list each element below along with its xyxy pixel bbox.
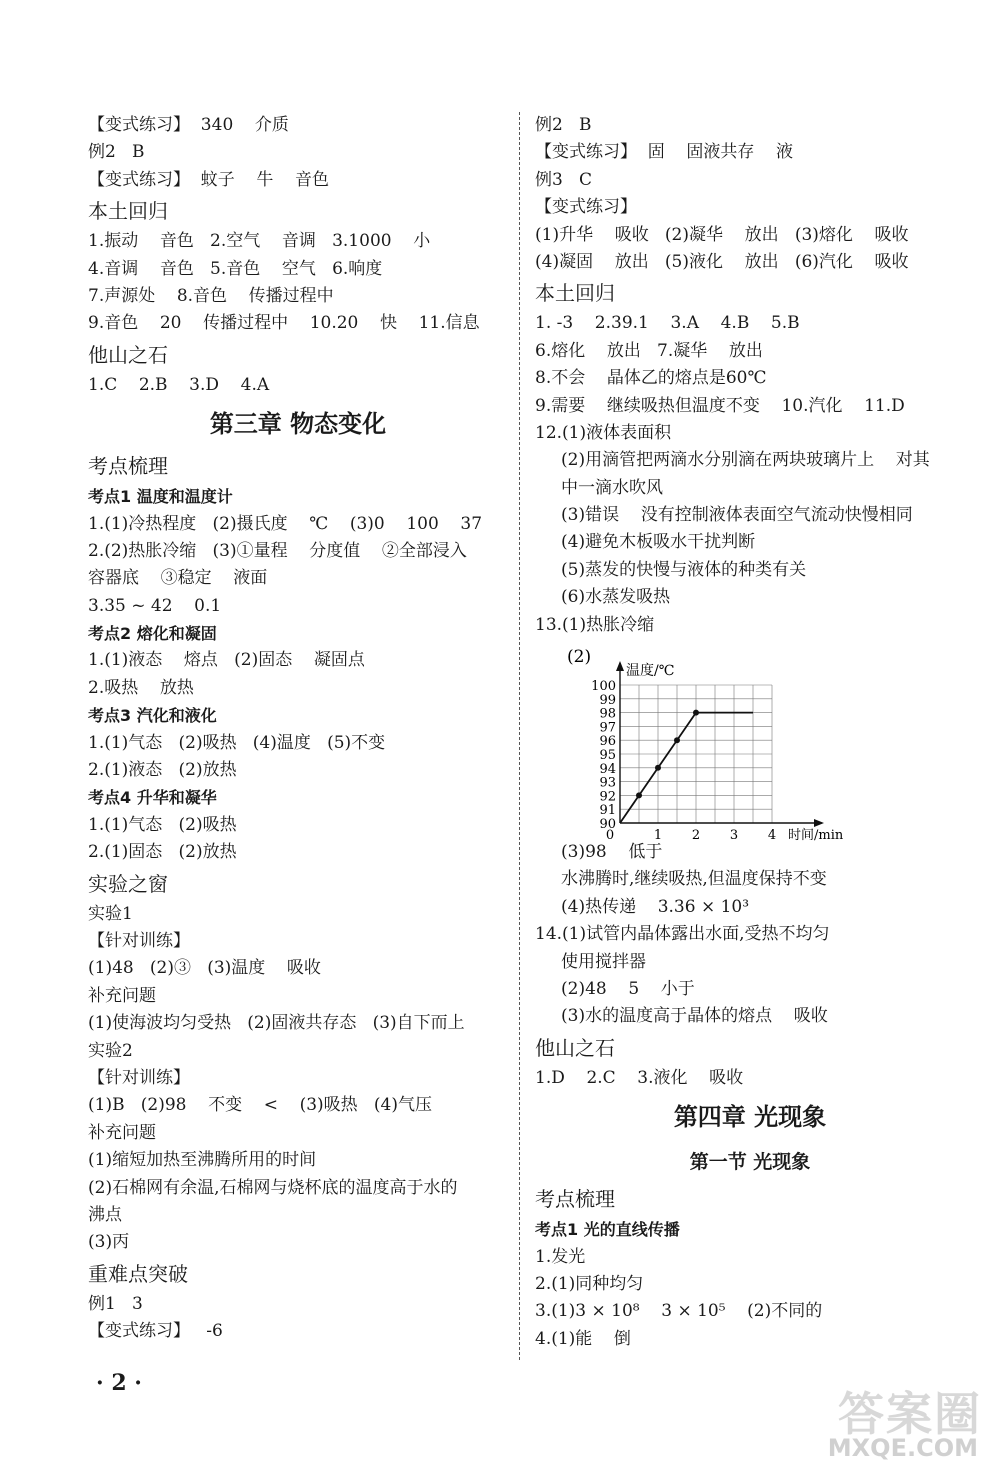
x-tick-label: 0 [605,828,615,843]
y-tick-label: 91 [599,803,616,819]
chapter-title: 第四章 光现象 [673,1102,827,1132]
answer-line: (2)48 5 小于 [561,978,695,999]
answer-line: 1.发光 [535,1246,586,1267]
y-axis-arrow [616,661,624,671]
x-tick-label: 2 [691,828,701,843]
answer-line: 【变式练习】 [535,197,637,218]
answer-line: 例1 3 [88,1293,143,1314]
section-heading: 考点梳理 [88,454,168,479]
answer-line: 实验1 [88,903,133,924]
answer-line: (3)错误 没有控制液体表面空气流动快慢相同 [561,505,913,526]
column-divider [519,112,520,1360]
x-tick-label: 3 [729,828,739,843]
data-point [693,710,699,716]
answer-line: 实验2 [88,1040,133,1061]
answer-line: (6)水蒸发吸热 [561,587,671,608]
topic-heading: 考点2 熔化和凝固 [88,624,217,644]
answer-line: 【变式练习】 340 介质 [88,115,289,135]
data-point [655,765,661,771]
section-heading: 实验之窗 [88,871,168,896]
data-point [674,737,680,743]
y-axis-label: 温度/℃ [626,663,675,679]
answer-line: 2.(2)热胀冷缩 (3)①量程 分度值 ②全部浸入 [88,540,467,561]
answer-line: (3)98 低于 [561,842,663,863]
answer-line: 沸点 [88,1204,122,1225]
y-tick-label: 96 [599,734,616,750]
answer-line: 1.D 2.C 3.液化 吸收 [535,1067,744,1088]
answer-line: (4)热传递 3.36 × 10³ [561,896,750,917]
y-tick-label: 97 [599,720,616,736]
answer-line: (5)蒸发的快慢与液体的种类有关 [561,559,807,580]
answer-line: (1)升华 吸收 (2)凝华 放出 (3)熔化 吸收 [535,224,909,245]
answer-line: 【变式练习】 -6 [88,1321,223,1342]
answer-line: 1.(1)气态 (2)吸热 [88,814,237,835]
temperature-time-chart [565,648,865,848]
answer-line: 容器底 ③稳定 液面 [88,568,268,589]
section-heading: 他山之石 [88,342,168,367]
answer-line: 7.声源处 8.音色 传播过程中 [88,285,334,306]
answer-line: 1.(1)液态 熔点 (2)固态 凝固点 [88,650,365,671]
answer-line: (4)避免木板吸水干扰判断 [561,532,756,553]
answer-line: 14.(1)试管内晶体露出水面,受热不均匀 [535,924,830,945]
y-tick-label: 93 [599,775,616,791]
topic-heading: 考点3 汽化和液化 [88,706,217,726]
answer-line: 4.(1)能 倒 [535,1328,631,1349]
answer-line: 【变式练习】 蚊子 牛 音色 [88,169,330,190]
section-title: 第一节 光现象 [689,1151,811,1174]
answer-line: 1.(1)气态 (2)吸热 (4)温度 (5)不变 [88,732,386,753]
watermark-logo: 答案圈 [838,1387,982,1441]
answer-line: (1)B (2)98 不变 < (3)吸热 (4)气压 [88,1095,432,1116]
answer-line: 3.(1)3 × 10⁸ 3 × 10⁵ (2)不同的 [535,1301,823,1322]
right-column-bottom [535,839,965,1353]
chapter-title: 第三章 物态变化 [209,409,387,439]
answer-line: 9.需要 继续吸热但温度不变 10.汽化 11.D [535,395,905,416]
x-tick-label: 4 [767,828,777,843]
answer-line: 2.(1)液态 (2)放热 [88,760,237,781]
answer-line: 1.(1)冷热程度 (2)摄氏度 ℃ (3)0 100 37 [88,513,483,534]
y-tick-label: 92 [599,789,616,805]
answer-line: 1. -3 2.39.1 3.A 4.B 5.B [535,313,800,334]
answer-line: 9.音色 20 传播过程中 10.20 快 11.信息 [88,313,480,334]
y-tick-label: 95 [599,748,616,763]
answer-line: 补充问题 [88,985,156,1006]
answer-line: 13.(1)热胀冷缩 [535,614,655,635]
answer-line: (4)凝固 放出 (5)液化 放出 (6)汽化 吸收 [535,251,909,272]
section-heading: 考点梳理 [535,1187,615,1212]
answer-line: 例2 B [88,142,145,163]
topic-heading: 考点1 光的直线传播 [535,1220,680,1240]
x-axis-arrow [814,819,824,827]
answer-line: (3)丙 [88,1232,130,1253]
answer-line: 12.(1)液体表面积 [535,422,672,443]
section-heading: 重难点突破 [88,1261,188,1286]
answer-line: (3)水的温度高于晶体的熔点 吸收 [561,1006,828,1027]
answer-line: 【针对训练】 [88,930,190,951]
section-heading: 他山之石 [535,1035,615,1060]
x-axis-label: 时间/min [788,828,844,843]
x-tick-label: 1 [653,828,663,843]
data-point [636,792,642,798]
topic-heading: 考点4 升华和凝华 [88,788,217,808]
y-tick-label: 90 [599,817,616,832]
answer-line: 2.(1)同种均匀 [535,1273,644,1294]
section-heading: 本土回归 [88,199,168,224]
chart-part-label: (2) [567,648,592,667]
answer-line: 2.吸热 放热 [88,677,194,698]
answer-line: 中一滴水吹风 [561,477,663,498]
left-column [88,112,508,1345]
watermark-url: MXQE.COM [827,1434,978,1462]
answer-line: 6.熔化 放出 7.凝华 放出 [535,340,763,361]
answer-line: 2.(1)固态 (2)放热 [88,842,237,863]
topic-heading: 考点1 温度和温度计 [88,487,233,507]
answer-line: 水沸腾时,继续吸热,但温度保持不变 [561,869,827,890]
answer-line: 例3 C [535,169,593,190]
section-heading: 本土回归 [535,281,615,306]
answer-line: 例2 B [535,115,592,135]
answer-line: 使用搅拌器 [561,951,646,972]
answer-line: (2)用滴管把两滴水分别滴在两块玻璃片上 对其 [561,450,930,471]
y-tick-label: 99 [599,692,616,708]
y-tick-label: 100 [591,679,616,694]
answer-line: 8.不会 晶体乙的熔点是60℃ [535,368,767,389]
answer-line: (1)48 (2)③ (3)温度 吸收 [88,958,321,979]
answer-line: 4.音调 音色 5.音色 空气 6.响度 [88,258,383,279]
answer-line: 【变式练习】 固 固液共存 液 [535,142,794,163]
page-number: · 2 · [96,1370,142,1396]
y-tick-label: 94 [599,761,616,777]
answer-line: (2)石棉网有余温,石棉网与烧杯底的温度高于水的 [88,1177,458,1198]
answer-line: (1)缩短加热至沸腾所用的时间 [88,1150,317,1171]
right-column-top [535,112,965,639]
answer-line: 1.C 2.B 3.D 4.A [88,374,270,395]
answer-line: 【针对训练】 [88,1067,190,1088]
answer-line: 1.振动 音色 2.空气 音调 3.1000 小 [88,231,431,252]
answer-line: 补充问题 [88,1122,156,1143]
answer-line: (1)使海波均匀受热 (2)固液共存态 (3)自下而上 [88,1013,465,1034]
y-tick-label: 98 [599,706,616,722]
answer-line: 3.35 ~ 42 0.1 [88,595,222,616]
